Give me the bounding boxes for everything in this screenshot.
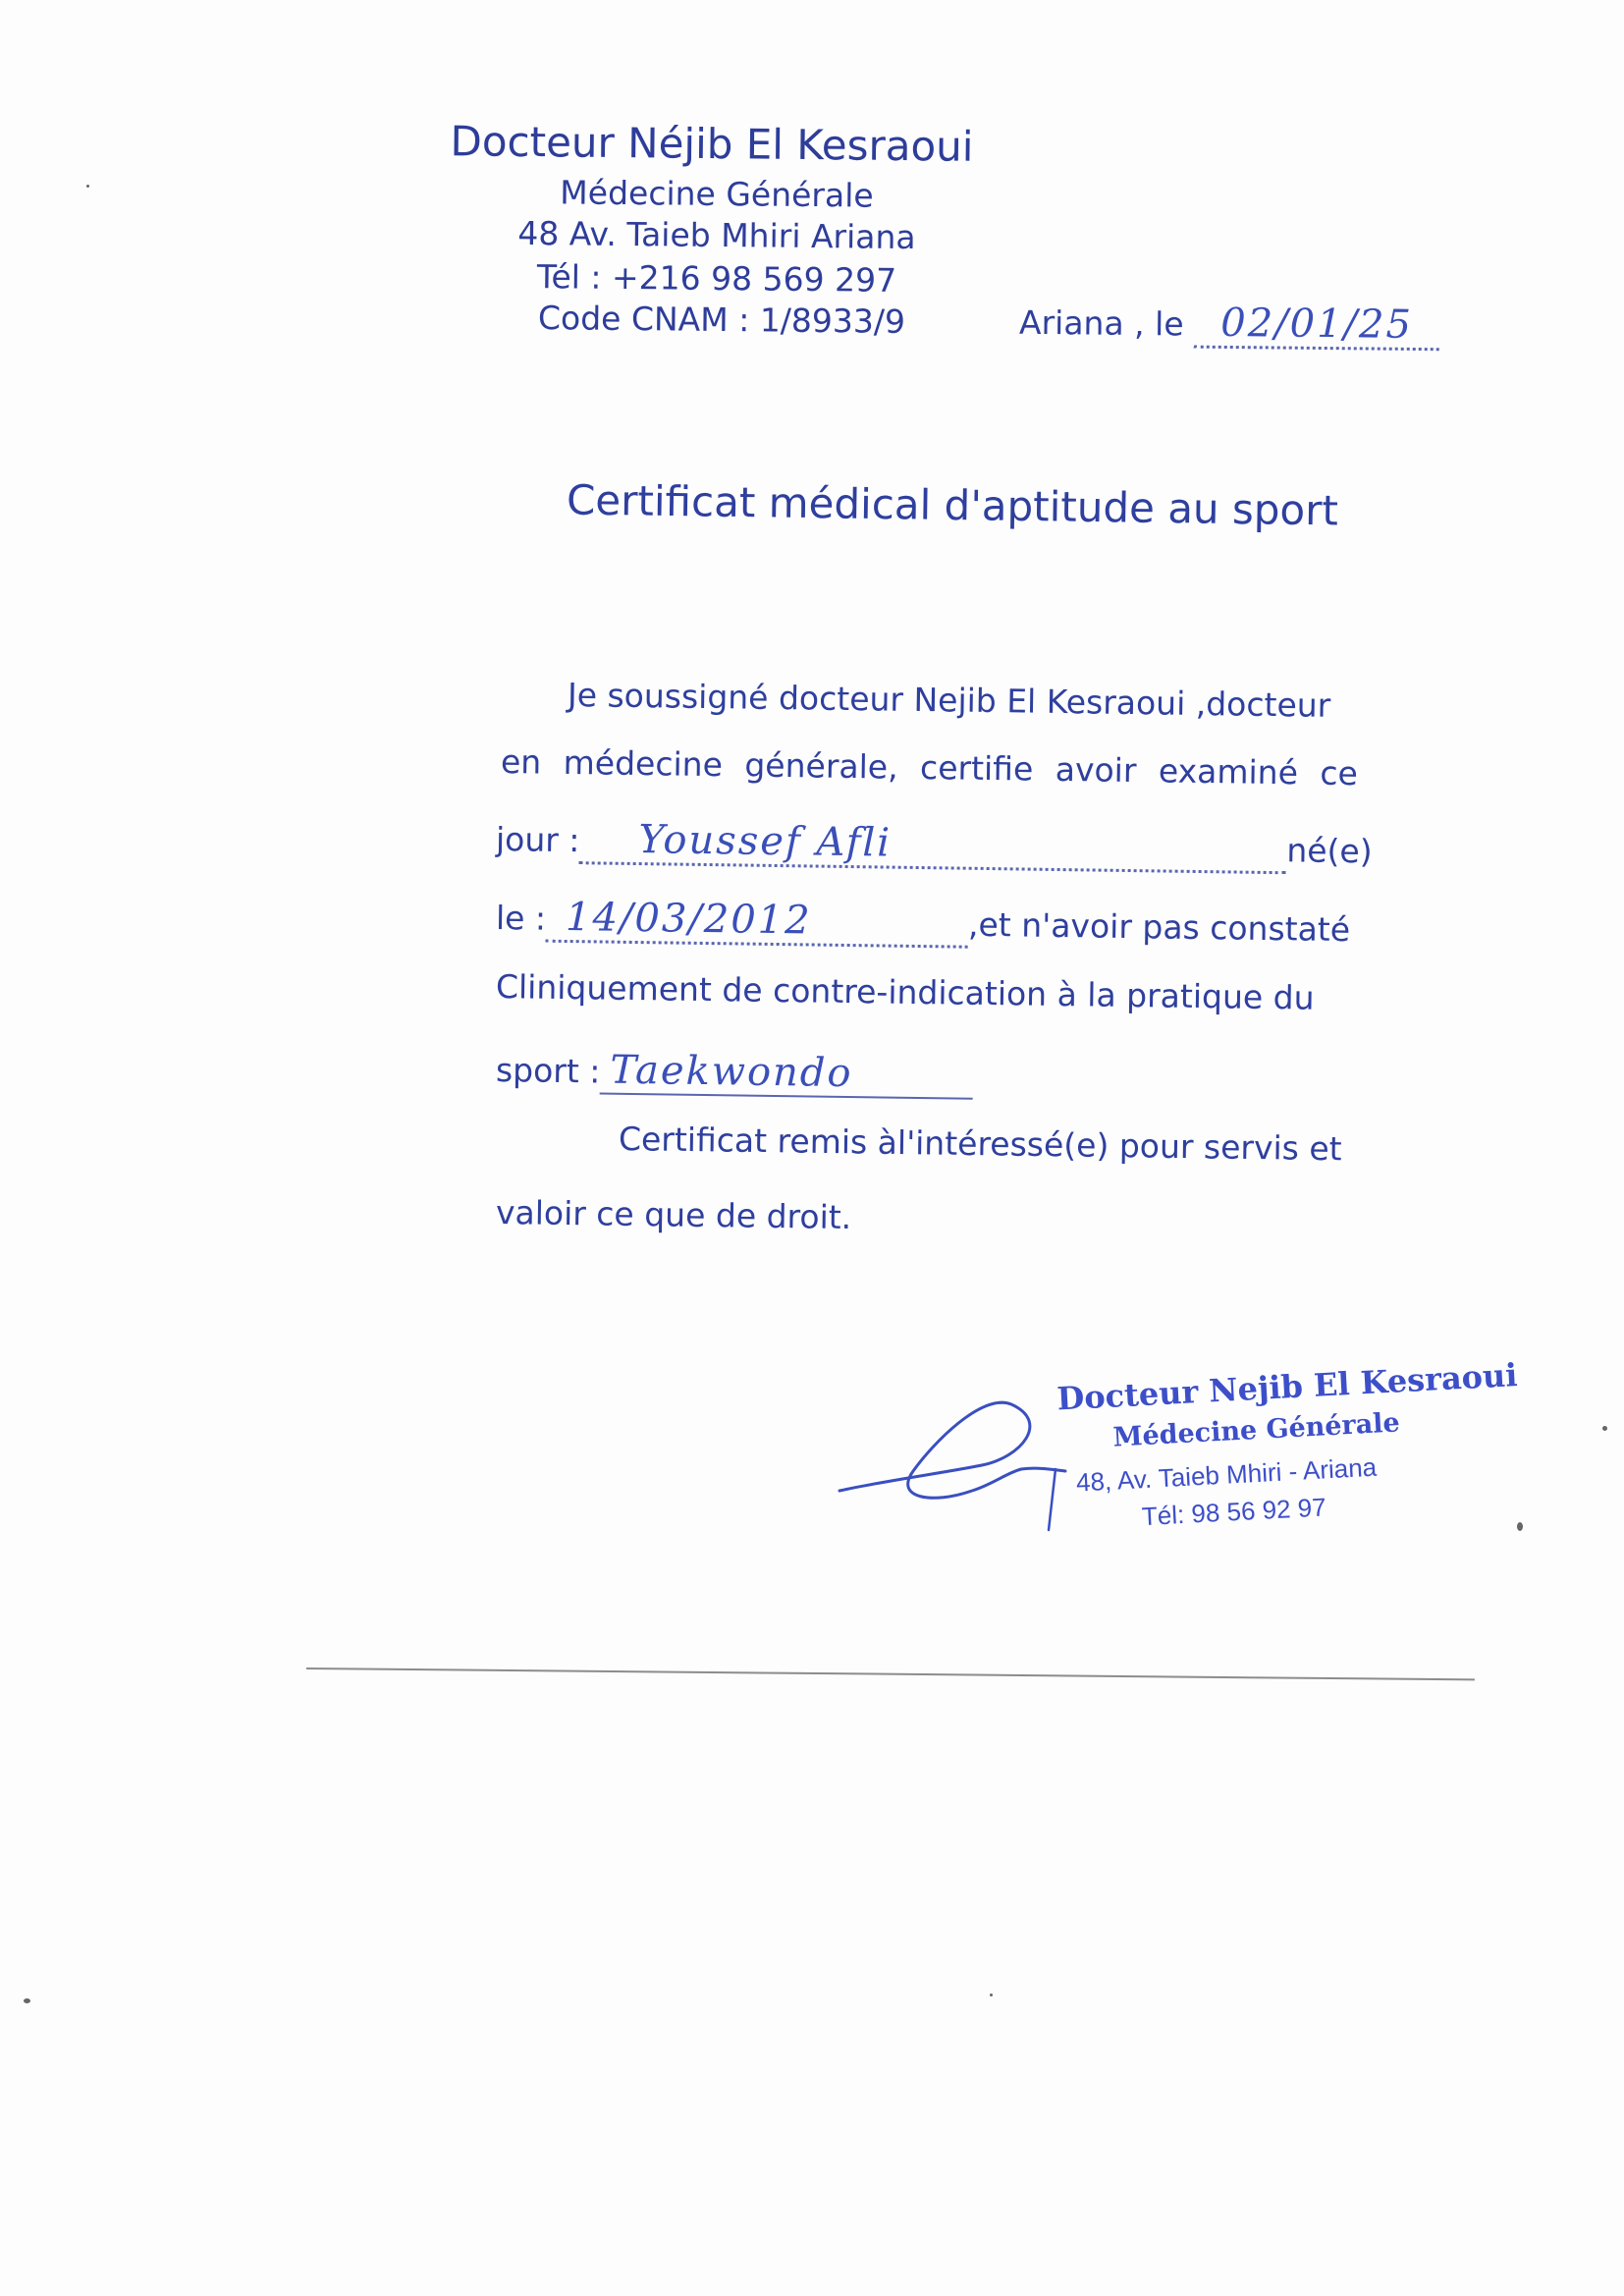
scan-speck bbox=[990, 1994, 993, 1996]
scan-speck bbox=[86, 185, 89, 188]
body-line-7: Certificat remis àl'intéressé(e) pour servis et bbox=[618, 1120, 1342, 1169]
sport-name: Taekwondo bbox=[610, 1047, 853, 1097]
date-field bbox=[1194, 301, 1439, 352]
birth-date-field bbox=[546, 895, 969, 949]
body-line-6 bbox=[496, 1046, 974, 1100]
doctor-phone: Tél : +216 98 569 297 bbox=[536, 257, 897, 300]
birth-date: 14/03/2012 bbox=[565, 894, 812, 944]
scan-speck bbox=[1602, 1426, 1607, 1431]
body-line-1: Je soussigné docteur Nejib El Kesraoui ,docteur bbox=[567, 676, 1331, 725]
constate-text: ,et n'avoir pas constaté bbox=[967, 904, 1351, 950]
stamp-phone: Tél: 98 56 92 97 bbox=[1141, 1492, 1327, 1532]
doctor-cnam-code: Code CNAM : 1/8933/9 bbox=[537, 299, 906, 341]
jour-label: jour : bbox=[495, 820, 580, 860]
date-line bbox=[1019, 299, 1440, 351]
body-line-4 bbox=[496, 894, 1351, 954]
body-line-3 bbox=[496, 815, 1373, 875]
sport-label: sport : bbox=[495, 1051, 601, 1091]
body-line-8: valoir ce que de droit. bbox=[495, 1193, 852, 1237]
doctor-name: Docteur Néjib El Kesraoui bbox=[450, 117, 974, 171]
body-line-5: Cliniquement de contre-indication à la pratique du bbox=[495, 967, 1315, 1017]
stamp-name: Docteur Nejib El Kesraoui bbox=[1056, 1356, 1519, 1418]
sport-field bbox=[600, 1047, 974, 1099]
date-value: 02/01/25 bbox=[1220, 300, 1414, 348]
scan-speck bbox=[1517, 1522, 1523, 1531]
le-label: le : bbox=[495, 899, 547, 938]
document-title: Certificat médical d'aptitude au sport bbox=[566, 475, 1339, 535]
patient-name-field bbox=[579, 816, 1287, 874]
separator-line bbox=[306, 1667, 1475, 1680]
nee-label: né(e) bbox=[1286, 831, 1373, 871]
doctor-signature bbox=[825, 1375, 1080, 1552]
scan-speck bbox=[24, 1998, 30, 2003]
doctor-address: 48 Av. Taieb Mhiri Ariana bbox=[517, 213, 916, 257]
doctor-stamp bbox=[1056, 1356, 1519, 1558]
stamp-address: 48, Av. Taieb Mhiri - Ariana bbox=[1075, 1451, 1378, 1498]
patient-name: Youssef Afli bbox=[638, 817, 893, 866]
date-label: Ariana , le bbox=[1018, 302, 1184, 344]
doctor-specialty: Médecine Générale bbox=[560, 173, 874, 215]
body-line-2: en médecine générale, certifie avoir examiné ce bbox=[500, 742, 1359, 793]
stamp-specialty: Médecine Générale bbox=[1111, 1407, 1401, 1453]
